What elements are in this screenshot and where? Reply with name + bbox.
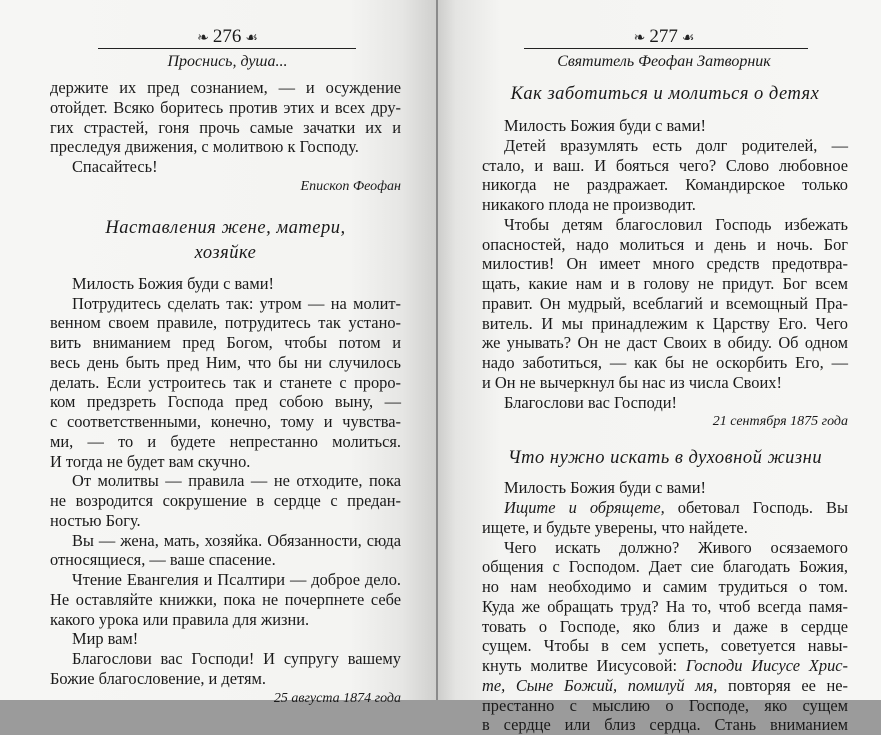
- italic-prayer: Господи Иисусе Хрис-: [685, 656, 848, 675]
- text-line: не возродится сокрушение в сердце с предан-: [50, 491, 401, 510]
- text-line: стало, и ваш. И бояться чего? Слово любовное: [482, 155, 848, 175]
- text-line: гих страстей, гоня прочь самые зачатки их и: [50, 117, 401, 137]
- right-page: [438, 0, 881, 735]
- signature: Епископ Феофан: [300, 178, 401, 194]
- text-line: никогда не раздражает. Командирское только: [482, 175, 848, 195]
- text-line: ком предзреть Господа пред собою выну, —: [50, 392, 401, 412]
- text-line: те, Сыне Божий, помилуй мя, повторяя ее не-: [482, 675, 849, 695]
- text-line: с соответственными, конечно, тому и чувства-: [50, 412, 401, 431]
- text-line: Не оставляйте книжки, пока не почерпнете себе: [50, 589, 401, 609]
- text-line: никакого плода не производит.: [482, 195, 696, 214]
- text-line: ностью Богу.: [50, 510, 141, 530]
- left-page: [0, 0, 437, 706]
- left-body: [50, 78, 401, 709]
- text-line: милостив! Он имеет много средств предотвра-: [482, 254, 848, 274]
- text-line: Детей вразумлять есть долг родителей, —: [504, 135, 848, 155]
- text-line: надо заботиться, — как бы не оскорбить Его, —: [482, 353, 848, 372]
- date-line: 21 сентября 1875 года: [712, 414, 848, 430]
- section-title: Что нужно искать в духовной жизни: [507, 448, 823, 469]
- text-line: Мир вам!: [72, 629, 139, 649]
- text-line: общения с Господом. Дает сие благодать Божия,: [482, 557, 848, 577]
- text-line: и Он не вычеркнул бы нас из числа Своих!: [482, 372, 782, 392]
- italic-prayer: те, Сыне Божий, помилуй мя,: [482, 675, 718, 695]
- text-line: Чего искать должно? Живого осязаемого: [504, 537, 848, 557]
- running-head: Святитель Феофан Затворник: [557, 53, 771, 70]
- text-line: весь день быть пред Ним, что бы ни случилось: [50, 352, 401, 372]
- text-line: какого урока или правила для жизни.: [50, 609, 310, 629]
- text-line: же унывать? Он не даст Своих в обиду. Об одном: [482, 333, 848, 353]
- page-number-header: [488, 26, 840, 50]
- date-line: 25 августа 1874 года: [273, 690, 401, 706]
- text-line: но нам необходимо и самим трудиться о том.: [482, 577, 848, 596]
- text-line: вить вниманием пред Богом, чтобы потом и: [50, 333, 401, 352]
- text-line: относящиеся, — ваше спасение.: [50, 550, 276, 570]
- text-line: Спасайтесь!: [72, 157, 158, 176]
- text-line: щать, какие нам и в голову не придут. Бог всем: [482, 274, 848, 293]
- section-title: Как заботиться и молиться о детях: [510, 84, 820, 104]
- section-title-line: хозяйке: [194, 242, 257, 263]
- running-head: Проснись, душа...: [167, 53, 288, 70]
- text-line: венном своем правиле, потрудитесь так устано-: [50, 313, 401, 333]
- page-number: 276: [212, 26, 242, 47]
- page-number: 277: [649, 26, 678, 47]
- text-line: И тогда не будет вам скучно.: [50, 451, 251, 471]
- text-line: держите их пред сознанием, — и осуждение: [50, 78, 401, 97]
- text-line: сущем. Чтобы в сем успеть, советуется навы-: [482, 636, 848, 656]
- text-line: правит. Он мудрый, всеблагий и всемощный Пра-: [482, 293, 848, 313]
- text-line: Милость Божия буди с вами!: [504, 116, 706, 135]
- text-line: Милость Божия буди с вами!: [504, 478, 706, 498]
- page-number-header: [80, 26, 375, 50]
- text-line: Чтение Евангелия и Псалтири — доброе дело.: [72, 570, 401, 589]
- section-title-line: Наставления жене, матери,: [105, 217, 346, 238]
- text-line: в сердце или близ сердца. Стань вниманием: [482, 715, 848, 735]
- text-line: От молитвы — правила — не отходите, пока: [72, 471, 401, 491]
- text-line: Божие благословение, и детям.: [50, 668, 266, 688]
- text-line: Куда же обращать труд? На то, чтоб всегда памя-: [482, 596, 848, 616]
- text-line: отойдет. Всяко боритесь против этих и всех дру-: [50, 97, 401, 117]
- text-line: Вы — жена, мать, хозяйка. Обязанности, сюда: [72, 530, 401, 550]
- text-line: Милость Божия буди с вами!: [72, 273, 274, 293]
- ornament-right-icon: ☙: [681, 31, 695, 46]
- italic-quote: Ищите и обрящете,: [504, 498, 665, 517]
- text-line: Благослови вас Господи!: [504, 392, 677, 412]
- text-line: витель. И мы принадлежим к Царству Его. Чего: [482, 313, 848, 333]
- ornament-left-icon: ❧: [633, 31, 646, 46]
- text-line: ищете, и будьте уверены, что найдете.: [482, 517, 748, 537]
- text-line: ми, — то и будете непрестанно молиться.: [50, 431, 401, 451]
- header-rule: [524, 48, 808, 49]
- text-line: преследуя движения, с молитвою к Господу.: [50, 137, 359, 157]
- text-line: кнуть молитве Иисусовой: Господи Иисусе Хрис-: [482, 656, 848, 675]
- text-line: опасностей, надо молиться и день и ночь. Бог: [482, 234, 848, 254]
- header-rule: [98, 48, 356, 49]
- ornament-left-icon: ❧: [197, 31, 209, 46]
- text-line: Потрудитесь сделать так: утром — на молит-: [72, 293, 401, 313]
- text-line: Чтобы детям благословил Господь избежать: [504, 214, 848, 234]
- ornament-right-icon: ☙: [245, 31, 258, 46]
- text-line: Благослови вас Господи! И супругу вашему: [72, 649, 401, 668]
- text-line: престанно с мыслию о Господе, яко сущем: [482, 695, 848, 715]
- right-body: [482, 82, 848, 735]
- text-line: товать о Господе, яко близ и даже в сердце: [482, 616, 848, 636]
- text-line: Ищите и обрящете, обетовал Господь. Вы: [504, 498, 848, 517]
- text-line: делать. Если устроитесь так и станете с проро-: [50, 372, 401, 392]
